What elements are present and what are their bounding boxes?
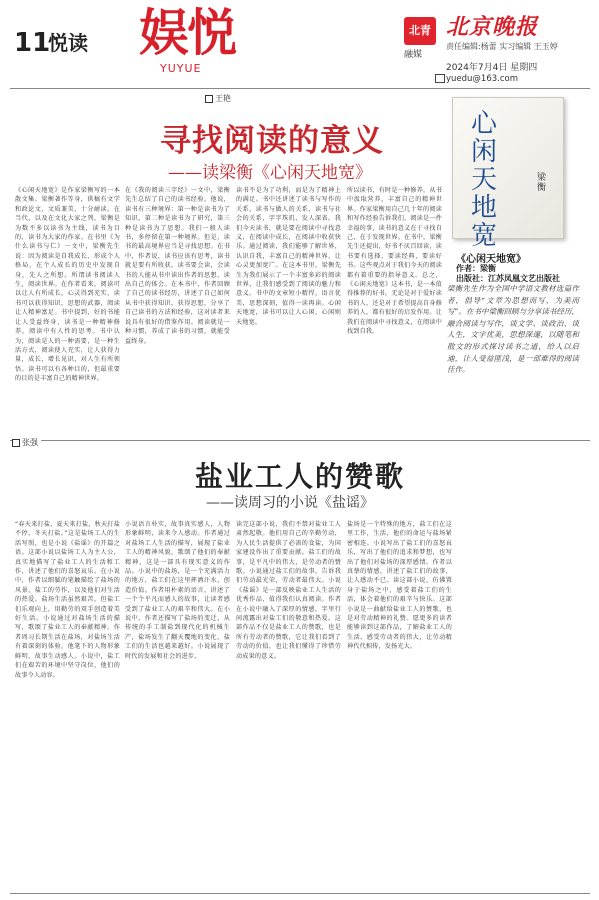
article1-column-4: 所以读书，有时是一种修养，从书中汲取营养，丰富自己的精神世界。作家梁衡用自己几十年的阅读和写作经验告诉我们，阅读是一件幸福的事，读书的意义在于寻找自己，在于发现世界。在书中，梁衡先生还提出，好书不厌百回读，读书要有选择，要读经典，要读好书。这些观点对于我们今天的阅读都有着重要的指导意义。总之，《心闲天地宽》这本书，是一本值得推荐的好书。无论是对于爱好读书的人，还是对于希望提高自身修养的人，都有很好的启发作用。让我们在阅读中寻找意义，在阅读中找到自我。	[347, 187, 442, 336]
article2-title: 盐业工人的赞歌	[195, 460, 406, 493]
book-info-title: 《心闲天地宽》	[456, 254, 526, 265]
byline-square-icon	[12, 439, 20, 447]
article1-subtitle: ——读梁衡《心闲天地宽》	[168, 163, 372, 183]
byline-square-icon	[205, 95, 213, 103]
book-cover-image	[452, 97, 564, 251]
book-cover-author: 梁衡	[537, 173, 547, 193]
article2-byline	[12, 437, 41, 448]
article2-column-2: 小说语言朴实，故事真实感人，人物形象鲜明，读来令人感动。作者通过对盐场工人生活的描写，展现了盐业工人的精神风貌，歌颂了他们的奉献精神，这是一部具有现实意义的作品。小说中的盐场，是一个充满活力的地方，盐工们在这里挥洒汗水，创造价值。作者用朴素的语言，讲述了一个个平凡而感人的故事，让读者感受到了盐业工人的艰辛和伟大。在小说中，作者还描写了盐场的变迁，从传统的手工制盐到现代化的机械生产，盐场发生了翻天覆地的变化，盐工们的生活也越来越好。小说展现了时代的发展和社会的进步。	[125, 521, 230, 660]
logo-text: 北青	[409, 24, 431, 37]
article1-byline	[205, 93, 231, 104]
column-masthead: 娱悦	[139, 3, 235, 62]
book-info-author: 作者：梁衡	[456, 264, 496, 273]
page-number: 11	[14, 28, 51, 58]
article2-author: 张强	[22, 438, 38, 447]
article2-column-1: “春天来打盐，夏天来打盐，秋天打盐不停，冬天打盐。”这是盐场工人的生活写照，也是小说《盐谣》的开篇之语。这部小说以盐场工人为主人公，真实地描写了盐业工人的生活和工作，讲述了他们的喜怒哀乐。在小说中，作者以细腻的笔触描绘了盐场的风景，盐工的劳作，以及他们对生活的热爱。盐场生活虽然艰苦，但盐工们乐观向上，用勤劳的双手创造着美好生活。小说通过对盐场生活的描写，歌颂了盐业工人的奉献精神。作者周习长期生活在盐场，对盐场生活有着深刻的体验，他笔下的人物形象鲜明，故事生动感人。小说中，盐工们在艰苦的环境中坚守岗位，他们的故事令人动容。	[15, 521, 120, 679]
article2-subtitle: ——读周习的小说《盐谣》	[206, 495, 374, 511]
section-title: 悦读	[48, 31, 88, 55]
article1-title: 寻找阅读的意义	[160, 123, 384, 159]
contact-email[interactable]: yuedu@163.com	[446, 74, 519, 84]
article-divider	[10, 440, 590, 441]
issue-date: 2024年7月4日 星期四	[446, 63, 538, 73]
article1-column-3: 读书不是为了功利，而是为了精神上的满足。书中还讲述了读书与写作的关系，读书与做人的关系，读书与社会的关系，字字珠玑，发人深省。我们今天读书，就是要在阅读中寻找意义，在阅读中成长，在阅读中收获快乐。通过阅读，我们能够了解世界，认识自我，丰富自己的精神世界，让心灵更加宽广。在这本书里，梁衡先生为我们展示了一个丰富多彩的阅读世界，让我们感受到了阅读的魅力和意义。书中的文章短小精悍，语言优美，思想深刻，值得一读再读。心闲天地宽，读书可以让人心闲，心闲则天地宽。	[236, 187, 341, 326]
article2-column-3: 读完这部小说，我们不禁对盐业工人肃然起敬。他们用自己的辛勤劳动，为人民生活提供了必需的食盐，为国家建设作出了重要贡献。盐工们的故事，是平凡中的伟大，是劳动者的赞歌。小说通过盐工们的故事，告诉我们劳动最光荣，劳动者最伟大。小说《盐谣》是一部反映盐业工人生活的优秀作品，值得我们认真阅读。作者在小说中融入了深厚的情感，字里行间流露出对盐工们的敬意和热爱。这部作品不仅是盐业工人的赞歌，也是所有劳动者的赞歌，它让我们看到了劳动的价值，也让我们懂得了珍惜劳动成果的意义。	[236, 521, 341, 660]
logo-subtext: 融媒	[404, 50, 423, 60]
book-intro: 梁衡先生作为全国中学语文教材选篇作者，倡导“文章为思想而写，为美而写”。在书中梁衡回顾与分享读书经历，融合阅读与写作，谈文学、谈政治、谈人生，文字优美，思想深邃，以随笔和散文的形式探讨读书之道，给人以启迪，让人受益匪浅，是一部难得的阅读佳作。	[447, 284, 579, 375]
article1-author: 王艳	[215, 94, 231, 103]
newspaper-name: 北京晚报	[446, 14, 539, 40]
article1-column-2: 在《我的阅读三字经》一文中，梁衡先生总结了自己的读书经验。他说，读书有三种境界：第一种是读书为了知识，第二种是读书为了研究，第三种是读书为了思想。我们一般人读书，多停留在第一种境界。但是，读书的最高境界应当是寻找思想。在书中，作者说，读书应该有思考，读书就是要有所收获，读书要会读，会读书的人能从书中读出作者的思想，读出自己的体会。在本书中，作者回顾了自己的读书经历，讲述了自己如何从书中获得知识、获得思想，分享了自己读书的方法和经验，这对读者来说具有很好的借鉴作用。阅读就是一种习惯，养成了读书的习惯，就能受益终身。	[125, 187, 230, 345]
article1-column-1: 《心闲天地宽》是作家梁衡写的一本散文集。梁衡著作等身，供稿有文学和政论文，文质兼美，十分耐读。在当代，以及在文化大家之列，梁衡是为数不多以读书为主线，读书为目的，读书为大家的作家。在书里《为什么读书与仁》一文中，梁衡先生说：因为阅读是自我成长、形成个人格局，在个人成长的历史中发现自身，先人之所想。所谓读书阅读人生，阅读世界。在作者看来，阅读可以让人有所成长，心灵得到充实，读书可以获得知识，思想的武器，阅读让人精神富足。书中提到，好的书能让人受益终身，读书是一种精神修养，阅读中有人性的思考。书中认为，阅读是人的一种需要，是一种生活方式，阅读使人充实，让人获得力量，成长，增长见识，对人生有所领悟。读书可以有各种目的，但最重要的目的是丰富自己的精神世界。	[15, 187, 120, 383]
footer-divider	[10, 893, 590, 894]
column-masthead-en: YUYUE	[160, 62, 202, 75]
article2-column-5	[458, 520, 586, 890]
header-divider	[10, 88, 590, 89]
article2-column-4: 盐场是一个特殊的地方，盐工们在这里工作，生活，他们的命运与盐场紧密相连。小说写出了盐工们的喜怒哀乐，写出了他们的追求和梦想，也写出了他们对盐场的深厚感情。作者以真挚的情感，讲述了盐工们的故事，让人感动不已。读这部小说，仿佛置身于盐场之中，感受着盐工们的生活，体会着他们的艰辛与快乐。这部小说是一曲献给盐业工人的赞歌，也是对劳动精神的礼赞。愿更多的读者能够读到这部作品，了解盐业工人的生活，感受劳动者的伟大，让劳动精神代代相传，发扬光大。	[347, 521, 452, 651]
book-cover-title: 心闲天地宽	[471, 109, 498, 251]
mail-icon	[435, 74, 445, 83]
newspaper-logo-icon	[404, 17, 436, 45]
book-info-publisher: 出版社：江苏凤凰文艺出版社	[456, 274, 560, 283]
editors-line: 责任编辑:杨蕾 实习编辑 王玉婷	[446, 42, 558, 51]
